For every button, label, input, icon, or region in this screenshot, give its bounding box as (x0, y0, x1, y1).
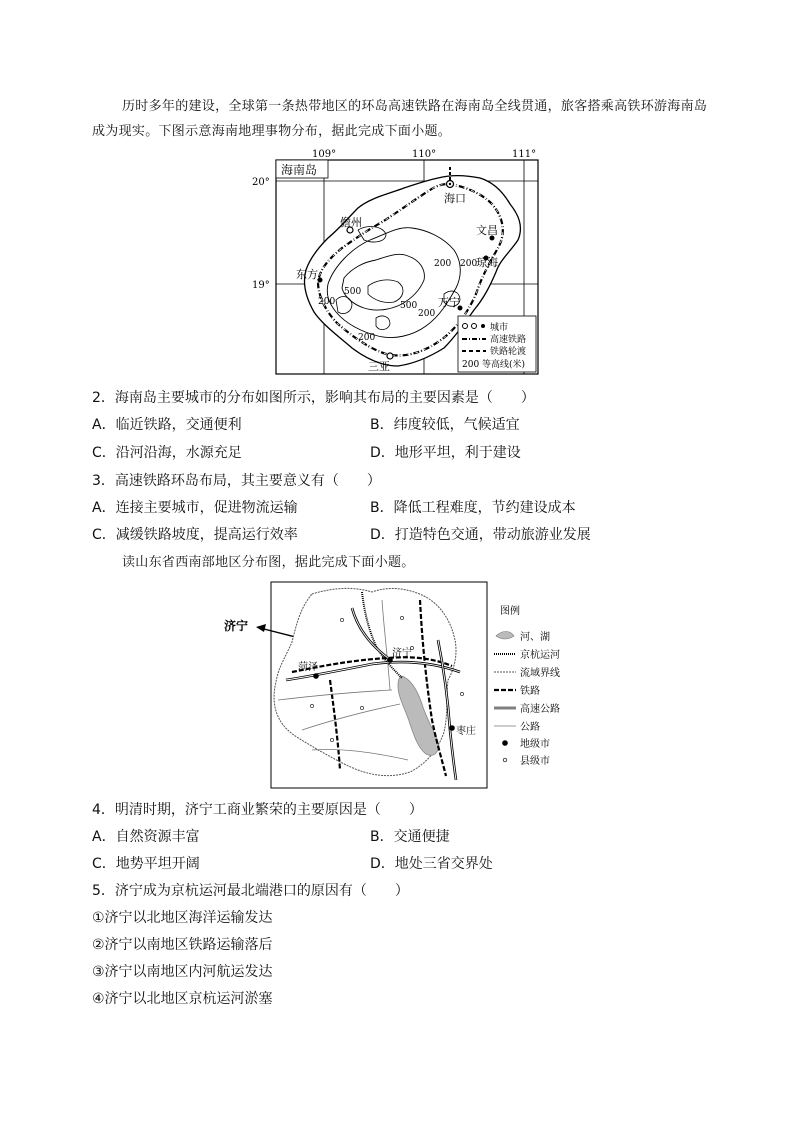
county-town (310, 704, 313, 707)
city-danzhou: 儋州 (340, 216, 362, 229)
contour-label: 500 (344, 287, 362, 297)
contour-label: 200 (418, 309, 436, 319)
lon-label: 109° (312, 149, 337, 160)
legend-label: 京杭运河 (520, 650, 560, 661)
question-4-option-a[interactable]: A．自然资源丰富 (92, 829, 200, 845)
question-3-option-c[interactable]: C．减缓铁路坡度，提高运行效率 (92, 527, 298, 543)
legend-label: 河、湖 (520, 632, 550, 643)
city-sanya: 三亚 (368, 360, 390, 373)
lon-label: 111° (512, 149, 537, 160)
city-wenchang: 文昌 (476, 224, 498, 237)
question-4-option-d[interactable]: D．地处三省交界处 (370, 856, 493, 872)
question-4-option-c[interactable]: C．地势平坦开阔 (92, 856, 200, 872)
legend-label: 流域界线 (520, 668, 560, 679)
legend-label: 地级市 (520, 739, 550, 750)
city-marker (387, 353, 393, 359)
question-2-option-c[interactable]: C．沿河沿海，水源充足 (92, 445, 242, 461)
county-town (360, 706, 363, 709)
county-town (460, 692, 463, 695)
city-marker (313, 673, 319, 679)
question-3-option-b[interactable]: B．降低工程难度，节约建设成本 (370, 500, 576, 516)
question-2-option-b[interactable]: B．纬度较低，气候适宜 (370, 417, 520, 433)
contour-label: 500 (400, 301, 418, 311)
lat-label: 20° (252, 177, 270, 188)
county-town (340, 618, 343, 621)
shandong-map-legend (492, 604, 582, 772)
map-title: 海南岛 (281, 163, 318, 177)
question-5-statement-2: ②济宁以南地区铁路运输落后 (92, 937, 273, 953)
hainan-map (248, 148, 548, 378)
question-5-statement-1: ①济宁以北地区海洋运输发达 (92, 910, 273, 926)
question-5-statement-3: ③济宁以南地区内河航运发达 (92, 964, 273, 980)
city-qionghai: 琼海 (476, 256, 498, 269)
question-3-option-d[interactable]: D．打造特色交通，带动旅游业发展 (370, 527, 591, 543)
city-marker (449, 725, 455, 731)
passage-2: 读山东省西南部地区分布图，据此完成下面小题。 (122, 555, 415, 570)
passage-1: 历时多年的建设，全球第一条热带地区的环岛高速铁路在海南岛全线贯通，旅客搭乘高铁环游海南岛成为现实。下图示意海南地理事物分布，据此完成下面小题。 (92, 99, 708, 139)
legend-label: 高速公路 (520, 704, 560, 715)
city-wanning: 万宁 (438, 296, 460, 309)
contour-label: 200 (358, 333, 376, 343)
question-5-stem: 5．济宁成为京杭运河最北端港口的原因有（ ） (92, 883, 409, 899)
city-dongfang: 东方 (296, 268, 318, 281)
legend-label: 城市 (490, 323, 509, 333)
question-3-stem: 3．高速铁路环岛布局，其主要意义有（ ） (92, 473, 381, 489)
question-4-option-b[interactable]: B．交通便捷 (370, 829, 450, 845)
question-5-statement-4: ④济宁以北地区京杭运河淤塞 (92, 991, 273, 1007)
question-3-option-a[interactable]: A．连接主要城市，促进物流运输 (92, 500, 298, 516)
city-jining: 济宁 (392, 648, 412, 659)
contour-label: 200 (460, 259, 478, 269)
legend-label: 200 等高线(米) (462, 360, 526, 370)
city-marker (318, 278, 323, 283)
question-2-stem: 2．海南岛主要城市的分布如图所示，影响其布局的主要因素是（ ） (92, 390, 535, 406)
legend-label: 铁路轮渡 (490, 347, 527, 357)
map-callout-jining: 济宁 (224, 619, 249, 633)
county-town (400, 616, 403, 619)
contour-label: 200 (434, 259, 452, 269)
question-2-option-a[interactable]: A．临近铁路，交通便利 (92, 417, 242, 433)
legend-label: 铁路 (520, 686, 540, 697)
county-town (330, 738, 333, 741)
legend-label: 县级市 (520, 756, 550, 767)
shandong-map (212, 580, 492, 792)
question-2-option-d[interactable]: D．地形平坦，利于建设 (370, 445, 521, 461)
city-heze: 菏泽 (298, 662, 318, 673)
lon-label: 110° (412, 149, 437, 160)
contour-label: 200 (318, 297, 336, 307)
legend-label: 高速铁路 (490, 335, 527, 345)
city-haikou: 海口 (444, 192, 466, 205)
lat-label: 19° (252, 280, 270, 291)
legend-label: 公路 (520, 722, 540, 733)
question-4-stem: 4．明清时期，济宁工商业繁荣的主要原因是（ ） (92, 802, 423, 818)
legend-title: 图例 (500, 606, 520, 617)
city-zaozhuang: 枣庄 (456, 726, 476, 737)
